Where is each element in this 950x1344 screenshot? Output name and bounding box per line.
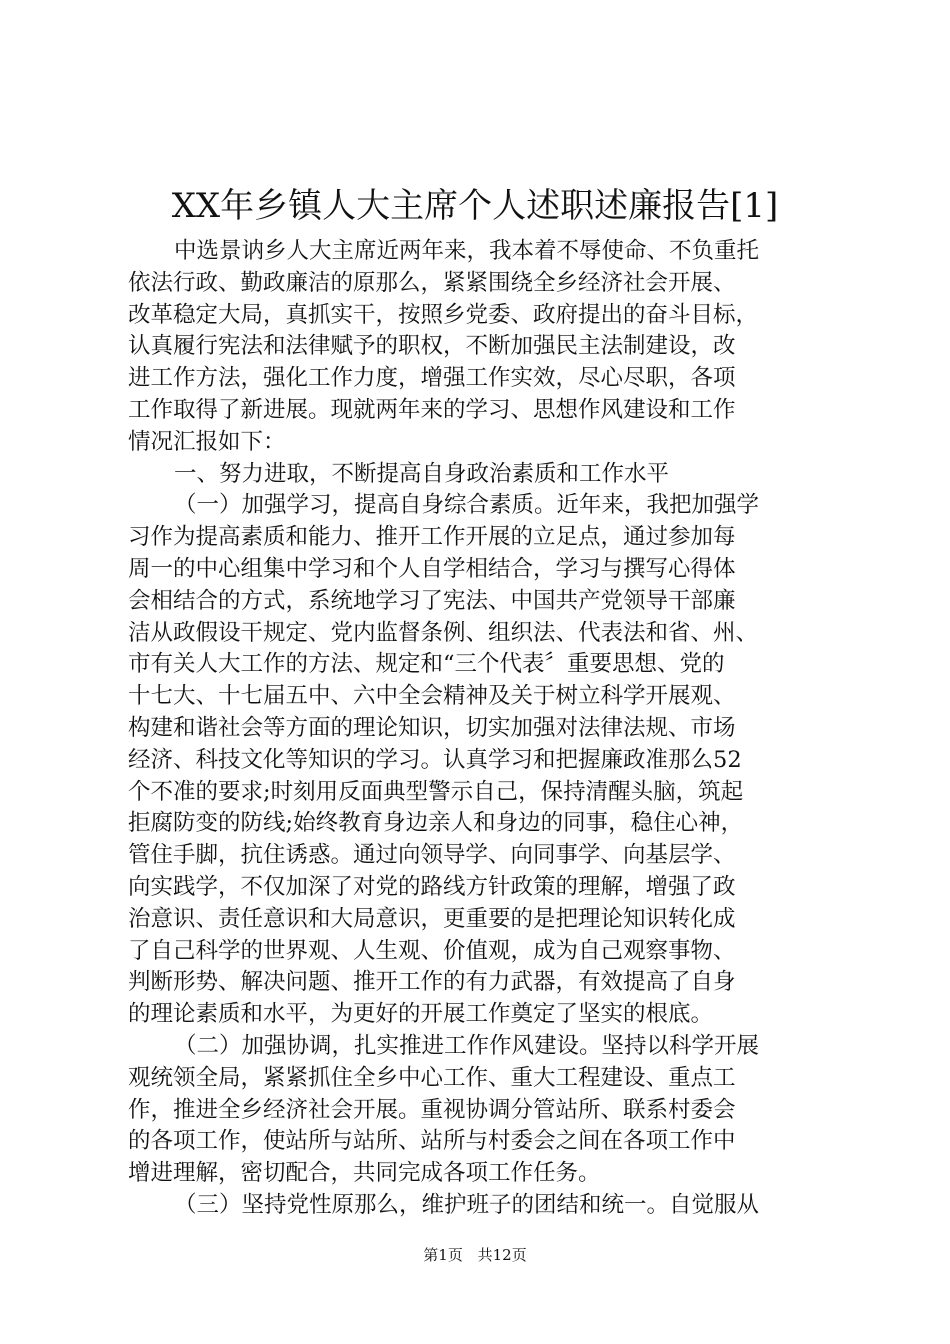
document-title: XX年乡镇人大主席个人述职述廉报告[1] — [171, 186, 779, 226]
page-footer — [0, 1245, 950, 1265]
body-line: 依法行政、勤政廉洁的原那么，紧紧围绕全乡经济社会开展、 — [128, 269, 736, 296]
body-line: 的各项工作，使站所与站所、站所与村委会之间在各项工作中 — [128, 1128, 736, 1155]
body-line: 经济、科技文化等知识的学习。认真学习和把握廉政准那么52 — [128, 746, 742, 773]
body-line: （二）加强协调，扎实推进工作作风建设。坚持以科学开展 — [174, 1032, 760, 1059]
body-line: （一）加强学习，提高自身综合素质。近年来，我把加强学 — [174, 492, 760, 519]
body-line: 进工作方法，强化工作力度，增强工作实效，尽心尽职，各项 — [128, 365, 736, 392]
body-line: 会相结合的方式，系统地学习了宪法、中国共产党领导干部廉 — [128, 587, 736, 614]
body-line: 构建和谐社会等方面的理论知识，切实加强对法律法规、市场 — [128, 714, 736, 741]
page-total: 共12页 — [477, 1246, 527, 1264]
body-line: 治意识、责任意识和大局意识，更重要的是把理论知识转化成 — [128, 905, 736, 932]
body-line: 中选景讷乡人大主席近两年来，我本着不辱使命、不负重托 — [174, 238, 760, 264]
body-line: 作，推进全乡经济社会开展。重视协调分管站所、联系村委会 — [128, 1096, 736, 1123]
body-line: 洁从政假设干规定、党内监督条例、组织法、代表法和省、州、 — [128, 619, 759, 646]
body-line: 习作为提高素质和能力、推开工作开展的立足点，通过参加每 — [128, 524, 736, 551]
document-body — [128, 236, 832, 1222]
body-line: 增进理解，密切配合，共同完成各项工作任务。 — [128, 1160, 601, 1187]
body-line: 情况汇报如下： — [128, 428, 286, 455]
page-number: 第1页 — [423, 1246, 463, 1264]
body-line: 观统领全局，紧紧抓住全乡中心工作、重大工程建设、重点工 — [128, 1064, 736, 1091]
body-line: 十七大、十七届五中、六中全会精神及关于树立科学开展观、 — [128, 683, 736, 710]
body-line: 个不准的要求;时刻用反面典型警示自己，保持清醒头脑，筑起 — [128, 778, 744, 805]
body-line: 改革稳定大局，真抓实干，按照乡党委、政府提出的奋斗目标， — [128, 301, 759, 328]
body-line: 拒腐防变的防线;始终教育身边亲人和身边的同事，稳住心神， — [128, 810, 744, 837]
body-line: （三）坚持党性原那么，维护班子的团结和统一。自觉服从 — [174, 1191, 760, 1218]
body-line: 管住手脚，抗住诱惑。通过向领导学、向同事学、向基层学、 — [128, 842, 736, 869]
body-line: 认真履行宪法和法律赋予的职权，不断加强民主法制建设，改 — [128, 333, 736, 360]
body-line: 的理论素质和水平，为更好的开展工作奠定了坚实的根底。 — [128, 1001, 714, 1028]
body-line: 向实践学，不仅加深了对党的路线方针政策的理解，增强了政 — [128, 873, 736, 900]
body-line: 了自己科学的世界观、人生观、价值观，成为自己观察事物、 — [128, 937, 736, 964]
body-line: 判断形势、解决问题、推开工作的有力武器，有效提高了自身 — [128, 969, 736, 996]
body-line: 市有关人大工作的方法、规定和“三个代表〞重要思想、党的 — [128, 651, 725, 678]
body-line: 工作取得了新进展。现就两年来的学习、思想作风建设和工作 — [128, 396, 736, 423]
section-heading: 一、努力进取，不断提高自身政治素质和工作水平 — [174, 460, 670, 487]
body-line: 周一的中心组集中学习和个人自学相结合，学习与撰写心得体 — [128, 555, 736, 582]
